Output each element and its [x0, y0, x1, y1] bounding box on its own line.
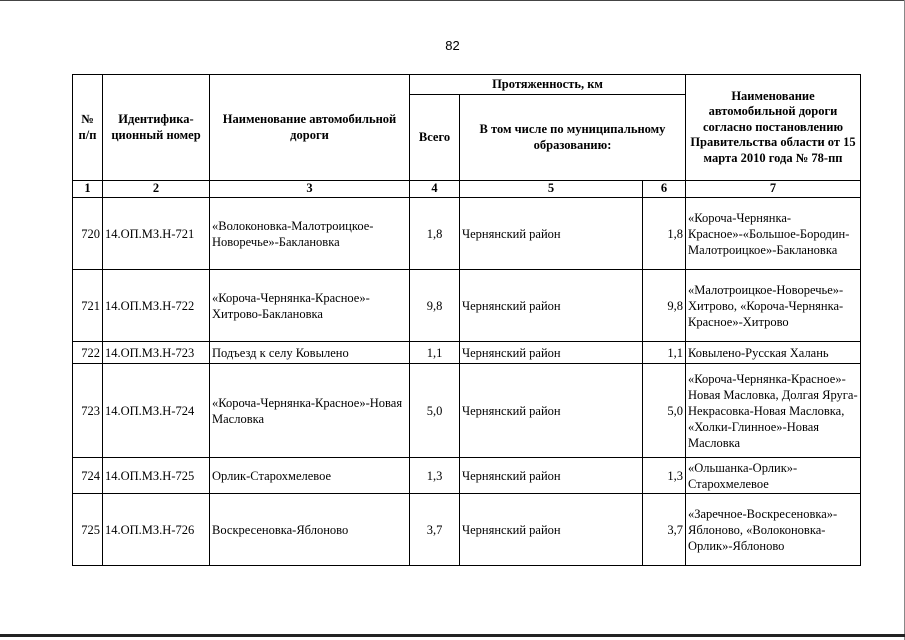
row-municipality: Чернянский район [460, 458, 643, 494]
colnum-6: 6 [643, 181, 686, 198]
row-old-name: «Малотроицкое-Новоречье»-Хитрово, «Короча-Чернянка-Красное»-Хитрово [686, 270, 861, 342]
row-total: 3,7 [410, 494, 460, 566]
row-id: 14.ОП.МЗ.Н-726 [103, 494, 210, 566]
row-num: 720 [73, 198, 103, 270]
header-resolution: Наименование автомобильной дороги согласно постановлению Правительства области от 15 марта 2010 года № 78-пп [686, 75, 861, 181]
colnum-7: 7 [686, 181, 861, 198]
row-municipality: Чернянский район [460, 364, 643, 458]
row-name: «Волоконовка-Малотроицкое-Новоречье»-Баклановка [210, 198, 410, 270]
row-name: Воскресеновка-Яблоново [210, 494, 410, 566]
header-including: В том числе по муниципальному образованию: [460, 95, 686, 181]
row-total: 1,8 [410, 198, 460, 270]
table-row [73, 198, 861, 270]
row-name: «Короча-Чернянка-Красное»-Хитрово-Баклановка [210, 270, 410, 342]
header-num: № п/п [73, 75, 103, 181]
row-old-name: «Короча-Чернянка-Красное»-Новая Масловка, Долгая Яруга-Некрасовка-Новая Масловка, «Холки-Глинное»-Новая Масловка [686, 364, 861, 458]
row-id: 14.ОП.МЗ.Н-721 [103, 198, 210, 270]
table-row [73, 270, 861, 342]
row-total: 9,8 [410, 270, 460, 342]
row-num: 721 [73, 270, 103, 342]
row-id: 14.ОП.МЗ.Н-723 [103, 342, 210, 364]
roads-table [72, 74, 861, 566]
header-length-group: Протяженность, км [410, 75, 686, 95]
row-total: 5,0 [410, 364, 460, 458]
row-num: 724 [73, 458, 103, 494]
row-municipality: Чернянский район [460, 198, 643, 270]
header-total: Всего [410, 95, 460, 181]
row-length: 1,8 [643, 198, 686, 270]
table-row [73, 494, 861, 566]
row-id: 14.ОП.МЗ.Н-722 [103, 270, 210, 342]
scan-edge-top [0, 0, 905, 1]
row-length: 1,1 [643, 342, 686, 364]
colnum-5: 5 [460, 181, 643, 198]
row-old-name: «Короча-Чернянка-Красное»-«Большое-Бородин-Малотроицкое»-Баклановка [686, 198, 861, 270]
row-length: 1,3 [643, 458, 686, 494]
row-length: 5,0 [643, 364, 686, 458]
row-id: 14.ОП.МЗ.Н-725 [103, 458, 210, 494]
row-name: «Короча-Чернянка-Красное»-Новая Масловка [210, 364, 410, 458]
row-name: Орлик-Старохмелевое [210, 458, 410, 494]
row-old-name: «Ольшанка-Орлик»-Старохмелевое [686, 458, 861, 494]
colnum-1: 1 [73, 181, 103, 198]
row-num: 725 [73, 494, 103, 566]
row-name: Подъезд к селу Ковылено [210, 342, 410, 364]
colnum-4: 4 [410, 181, 460, 198]
row-municipality: Чернянский район [460, 494, 643, 566]
row-municipality: Чернянский район [460, 270, 643, 342]
table-row [73, 342, 861, 364]
row-num: 722 [73, 342, 103, 364]
colnum-3: 3 [210, 181, 410, 198]
row-old-name: «Заречное-Воскресеновка»-Яблоново, «Волоконовка-Орлик»-Яблоново [686, 494, 861, 566]
scan-edge-bottom [0, 634, 905, 637]
row-total: 1,1 [410, 342, 460, 364]
row-municipality: Чернянский район [460, 342, 643, 364]
row-num: 723 [73, 364, 103, 458]
colnum-2: 2 [103, 181, 210, 198]
table-row [73, 458, 861, 494]
row-length: 9,8 [643, 270, 686, 342]
page-number: 82 [445, 38, 460, 53]
row-total: 1,3 [410, 458, 460, 494]
row-id: 14.ОП.МЗ.Н-724 [103, 364, 210, 458]
header-id: Идентифика-ционный номер [103, 75, 210, 181]
row-old-name: Ковылено-Русская Халань [686, 342, 861, 364]
row-length: 3,7 [643, 494, 686, 566]
header-name: Наименование автомобильной дороги [210, 75, 410, 181]
table-row [73, 364, 861, 458]
